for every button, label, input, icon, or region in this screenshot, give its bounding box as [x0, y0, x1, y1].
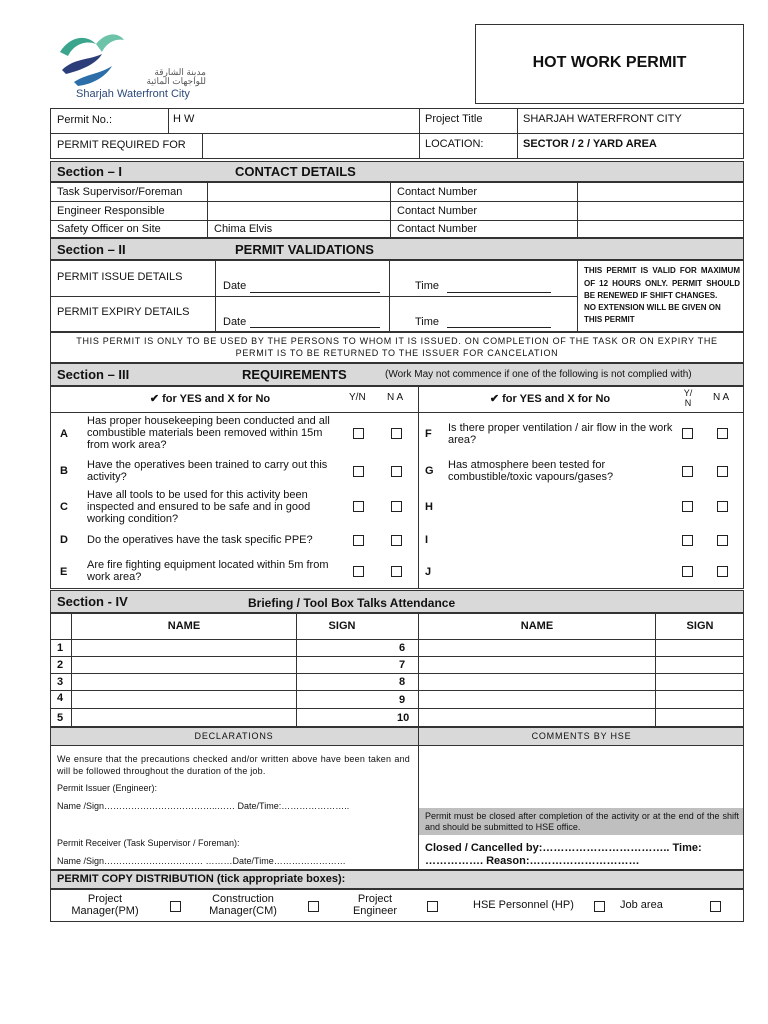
attendee-number-3: 3: [57, 676, 64, 688]
req-letter-h: H: [425, 501, 433, 513]
section-2-label: Section – II: [57, 242, 126, 257]
req-g-yn-checkbox[interactable]: [682, 466, 693, 477]
section-1-label: Section – I: [57, 164, 123, 179]
req-d-na-checkbox[interactable]: [391, 535, 402, 546]
page-title: HOT WORK PERMIT: [532, 54, 687, 71]
logo-arabic-text: مدينة الشارقة للواجهات المائية: [146, 67, 206, 86]
req-a-yn-checkbox[interactable]: [353, 428, 364, 439]
req-text-a: Has proper housekeeping been conducted and all combustible materials been removed within 15m from work area?: [87, 415, 330, 451]
sharjah-waterfront-logo-icon: [56, 30, 126, 92]
location-label: LOCATION:: [425, 138, 484, 150]
req-g-na-checkbox[interactable]: [717, 466, 728, 477]
validity-note: THIS PERMIT IS VALID FOR MAXIMUM OF 12 HOURS ONLY. PERMIT SHOULD BE RENEWED IF SHIFT CHANGES.: [584, 266, 740, 300]
contact-role-3: Safety Officer on Site: [57, 223, 161, 235]
contact-role-2: Engineer Responsible: [57, 205, 165, 217]
req-text-d: Do the operatives have the task specific PPE?: [87, 534, 313, 546]
name-header-left: NAME: [167, 620, 201, 632]
logo: [56, 30, 206, 102]
req-c-na-checkbox[interactable]: [391, 501, 402, 512]
section-3-title: REQUIREMENTS: [242, 367, 347, 382]
req-letter-e: E: [60, 566, 68, 578]
project-title-label: Project Title: [425, 113, 483, 125]
req-letter-c: C: [60, 501, 68, 513]
expiry-time-field[interactable]: [447, 326, 551, 328]
attendee-number-1: 1: [57, 642, 64, 654]
contact-name-3[interactable]: Chima Elvis: [214, 223, 273, 235]
section-3-label: Section – III: [57, 367, 130, 382]
dist-hse-checkbox[interactable]: [594, 901, 605, 912]
closed-cancelled-line[interactable]: Closed / Cancelled by:…………………………….. Time:: [425, 842, 702, 854]
issue-date-field[interactable]: [250, 291, 380, 293]
contact-role-1: Task Supervisor/Foreman: [57, 186, 183, 198]
attendee-number-6: 6: [399, 642, 406, 654]
permit-issue-label: PERMIT ISSUE DETAILS: [57, 271, 183, 283]
issue-date-label: Date: [223, 280, 247, 292]
na-header-right: N A: [713, 392, 730, 403]
req-d-yn-checkbox[interactable]: [353, 535, 364, 546]
section-2-title: PERMIT VALIDATIONS: [235, 242, 374, 257]
permit-no-value[interactable]: H W: [173, 113, 195, 125]
req-letter-f: F: [425, 428, 432, 440]
req-letter-d: D: [60, 534, 68, 546]
na-header-left: N A: [387, 392, 404, 403]
section-1-title: CONTACT DETAILS: [235, 164, 356, 179]
req-letter-i: I: [425, 534, 429, 546]
dist-job-area-checkbox[interactable]: [710, 901, 721, 912]
req-i-na-checkbox[interactable]: [717, 535, 728, 546]
permit-issuer-sign-line[interactable]: Name /Sign………………………………..…… Date/Time:…………………..: [57, 801, 350, 811]
expiry-date-field[interactable]: [250, 326, 380, 328]
attendee-number-9: 9: [399, 694, 406, 706]
req-e-yn-checkbox[interactable]: [353, 566, 364, 577]
hse-comments-field[interactable]: [420, 747, 742, 807]
attendee-number-2: 2: [57, 659, 64, 671]
req-f-yn-checkbox[interactable]: [682, 428, 693, 439]
attendee-number-8: 8: [399, 676, 406, 688]
declarations-text: We ensure that the precautions checked and/or written above have been taken and will be followed throughout the duration of the job.: [57, 754, 410, 776]
permit-required-field[interactable]: [205, 135, 417, 157]
extension-note: NO EXTENSION WILL BE GIVEN ON THIS PERMIT: [584, 303, 721, 324]
section-3-note: (Work May not commence if one of the following is not complied with): [385, 369, 692, 380]
dist-label-pe: Project Engineer: [352, 893, 398, 917]
name-header-right: NAME: [520, 620, 554, 632]
sign-header-right: SIGN: [686, 620, 714, 632]
attendee-number-5: 5: [57, 712, 64, 724]
dist-label-hse: HSE Personnel (HP): [473, 899, 574, 911]
location-value[interactable]: SECTOR / 2 / YARD AREA: [523, 138, 657, 150]
logo-name: Sharjah Waterfront City: [76, 88, 190, 100]
dist-label-cm: Construction Manager(CM): [209, 893, 277, 917]
req-i-yn-checkbox[interactable]: [682, 535, 693, 546]
section-2-header: [50, 238, 744, 260]
req-text-f: Is there proper ventilation / air flow in the work area?: [448, 422, 673, 446]
permit-no-label: Permit No.:: [57, 114, 113, 126]
req-letter-g: G: [425, 465, 434, 477]
section-4-label: Section - IV: [57, 594, 128, 609]
expiry-time-label: Time: [415, 316, 440, 328]
permit-receiver-sign-line[interactable]: Name /Sign…………………………… ………Date/Time……………………: [57, 856, 346, 866]
issue-time-label: Time: [415, 280, 440, 292]
closed-reason-line[interactable]: ……………. Reason:…………………………: [425, 855, 640, 867]
attendee-number-7: 7: [399, 659, 406, 671]
req-letter-a: A: [60, 428, 68, 440]
req-h-yn-checkbox[interactable]: [682, 501, 693, 512]
section-1-header: [50, 161, 744, 182]
req-letter-j: J: [425, 566, 432, 578]
req-b-na-checkbox[interactable]: [391, 466, 402, 477]
req-letter-b: B: [60, 465, 68, 477]
legend-right: ✔ for YES and X for No: [489, 393, 611, 405]
contact-number-label-2: Contact Number: [397, 205, 478, 217]
permit-expiry-label: PERMIT EXPIRY DETAILS: [57, 306, 190, 318]
req-j-yn-checkbox[interactable]: [682, 566, 693, 577]
dist-cm-checkbox[interactable]: [308, 901, 319, 912]
permit-issuer-label: Permit Issuer (Engineer):: [57, 783, 158, 793]
contact-number-label-1: Contact Number: [397, 186, 478, 198]
permit-required-label: PERMIT REQUIRED FOR: [57, 139, 186, 151]
req-f-na-checkbox[interactable]: [717, 428, 728, 439]
req-j-na-checkbox[interactable]: [717, 566, 728, 577]
section-4-title: Briefing / Tool Box Talks Attendance: [248, 596, 456, 610]
dist-pm-checkbox[interactable]: [170, 901, 181, 912]
attendee-number-4: 4: [57, 692, 64, 704]
contact-number-label-3: Contact Number: [397, 223, 478, 235]
closure-note: Permit must be closed after completion of the activity or at the end of the shift and should be submitted to HSE office.: [425, 811, 739, 832]
yn-header-right: Y/ N: [683, 388, 693, 408]
req-c-yn-checkbox[interactable]: [353, 501, 364, 512]
usage-note: THIS PERMIT IS ONLY TO BE USED BY THE PERSONS TO WHOM IT IS ISSUED. ON COMPLETION OF THE TASK OR ON EXPIRY THE PERMIT IS TO BE RETURNED TO THE ISSUER FOR CANCELATION: [76, 336, 718, 358]
yn-header-left: Y/N: [349, 392, 366, 403]
req-text-c: Have all tools to be used for this activity been inspected and ensured to be safe and in good working condition?: [87, 489, 311, 525]
permit-receiver-label: Permit Receiver (Task Supervisor / Foreman):: [57, 838, 240, 848]
expiry-date-label: Date: [223, 316, 247, 328]
declarations-header: DECLARATIONS: [194, 731, 274, 741]
sign-header-left: SIGN: [328, 620, 356, 632]
req-e-na-checkbox[interactable]: [391, 566, 402, 577]
req-a-na-checkbox[interactable]: [391, 428, 402, 439]
req-h-na-checkbox[interactable]: [717, 501, 728, 512]
req-b-yn-checkbox[interactable]: [353, 466, 364, 477]
req-text-g: Has atmosphere been tested for combustible/toxic vapours/gases?: [448, 459, 614, 483]
issue-time-field[interactable]: [447, 291, 551, 293]
dist-label-job-area: Job area: [620, 899, 663, 911]
dist-pe-checkbox[interactable]: [427, 901, 438, 912]
project-title-value[interactable]: SHARJAH WATERFRONT CITY: [523, 113, 682, 125]
comments-header: COMMENTS BY HSE: [531, 731, 632, 741]
attendee-number-10: 10: [397, 712, 410, 724]
legend-left: ✔ for YES and X for No: [149, 393, 271, 405]
req-text-b: Have the operatives been trained to carry out this activity?: [87, 459, 328, 483]
distribution-title: PERMIT COPY DISTRIBUTION (tick appropriate boxes):: [57, 873, 346, 885]
dist-label-pm: Project Manager(PM): [71, 893, 139, 917]
req-text-e: Are fire fighting equipment located within 5m from work area?: [87, 559, 329, 583]
